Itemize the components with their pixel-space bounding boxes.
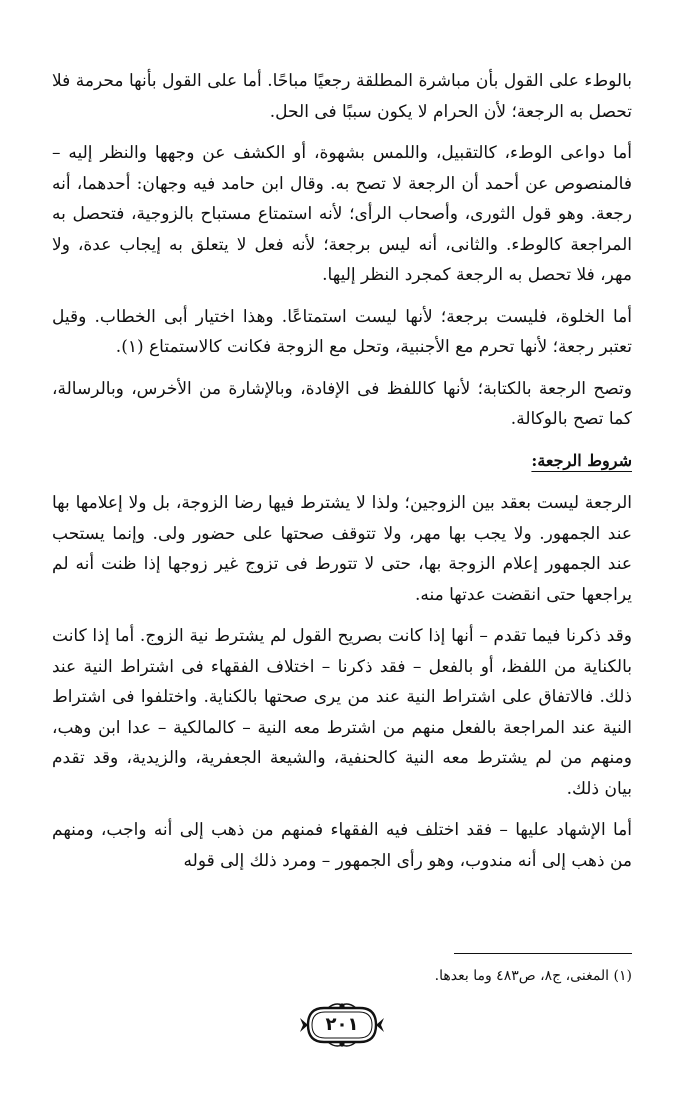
page-number-frame xyxy=(298,1002,386,1048)
paragraph-5: الرجعة ليست بعقد بين الزوجين؛ ولذا لا يشترط فيها رضا الزوجة، بل ولا إعلامها بها عند الجمهور. ولا يجب بها مهر، ولا تتوقف صحتها على حضور ولى. وإنما يستحب عند الجمهور إعلام الزوجة بها، حتى لا تتورط فى تزوج غير زوجها إذا ظنت أنه لم يراجعها حتى انقضت عدتها منه. xyxy=(52,493,632,605)
paragraph-3: أما الخلوة، فليست برجعة؛ لأنها ليست استمتاعًا. وهذا اختيار أبى الخطاب. وقيل تعتبر رجعة؛ لأنها تحرم مع الأجنبية، وتحل مع الزوجة فكانت كالاستمتاع (١). xyxy=(52,306,632,357)
page-number: ٢٠١ xyxy=(325,1014,359,1035)
paragraph-4: وتصح الرجعة بالكتابة؛ لأنها كاللفظ فى الإفادة، وبالإشارة من الأخرس، وبالرسالة، كما تصح بالوكالة. xyxy=(52,378,632,429)
main-text xyxy=(52,66,632,876)
paragraph-7: أما الإشهاد عليها – فقد اختلف فيه الفقهاء فمنهم من ذهب إلى أنه واجب، ومنهم من ذهب إلى أنه مندوب، وهو رأى الجمهور – ومرد ذلك إلى قوله xyxy=(52,820,632,871)
section-heading: شروط الرجعة: xyxy=(531,450,632,470)
paragraph-1: بالوطء على القول بأن مباشرة المطلقة رجعيًا مباحًا. أما على القول بأنها محرمة فلا تحصل به الرجعة؛ لأن الحرام لا يكون سببًا فى الحل. xyxy=(52,71,632,122)
footnote: (١) المغنى، ج٨، ص٤٨٣ وما بعدها. xyxy=(434,968,632,984)
paragraph-2: أما دواعى الوطء، كالتقبيل، واللمس بشهوة، أو الكشف عن وجهها والنظر إليه – فالمنصوص عن أحمد أن الرجعة لا تصح به. وقال ابن حامد فيه وجهان: أحدهما، أنه رجعة. وهو قول الثورى، وأصحاب الرأى؛ لأنه استمتاع مستباح بالزوجية، فتحصل به المراجعة كالوطء. والثانى، أنه ليس برجعة؛ لأنه فعل لا يتعلق به إيجاب عدة، ولا مهر، فلا تحصل به الرجعة كمجرد النظر إليها. xyxy=(52,143,632,285)
paragraph-6: وقد ذكرنا فيما تقدم – أنها إذا كانت بصريح القول لم يشترط نية الزوج. أما إذا كانت بالكناية من اللفظ، أو بالفعل – فقد ذكرنا – اختلاف الفقهاء فى اشتراط النية عند ذلك. فالاتفاق على اشتراط النية عند من يرى صحتها بالكناية. واختلفوا فى اشتراط النية عند المراجعة بالفعل منهم من اشترط معه النية – كالمالكية – عدا ابن وهب، ومنهم من لم يشترط معه النية كالحنفية، والشيعة الجعفرية، والزيدية، وقد تقدم بيان ذلك. xyxy=(52,626,632,799)
footnote-divider xyxy=(454,953,632,954)
